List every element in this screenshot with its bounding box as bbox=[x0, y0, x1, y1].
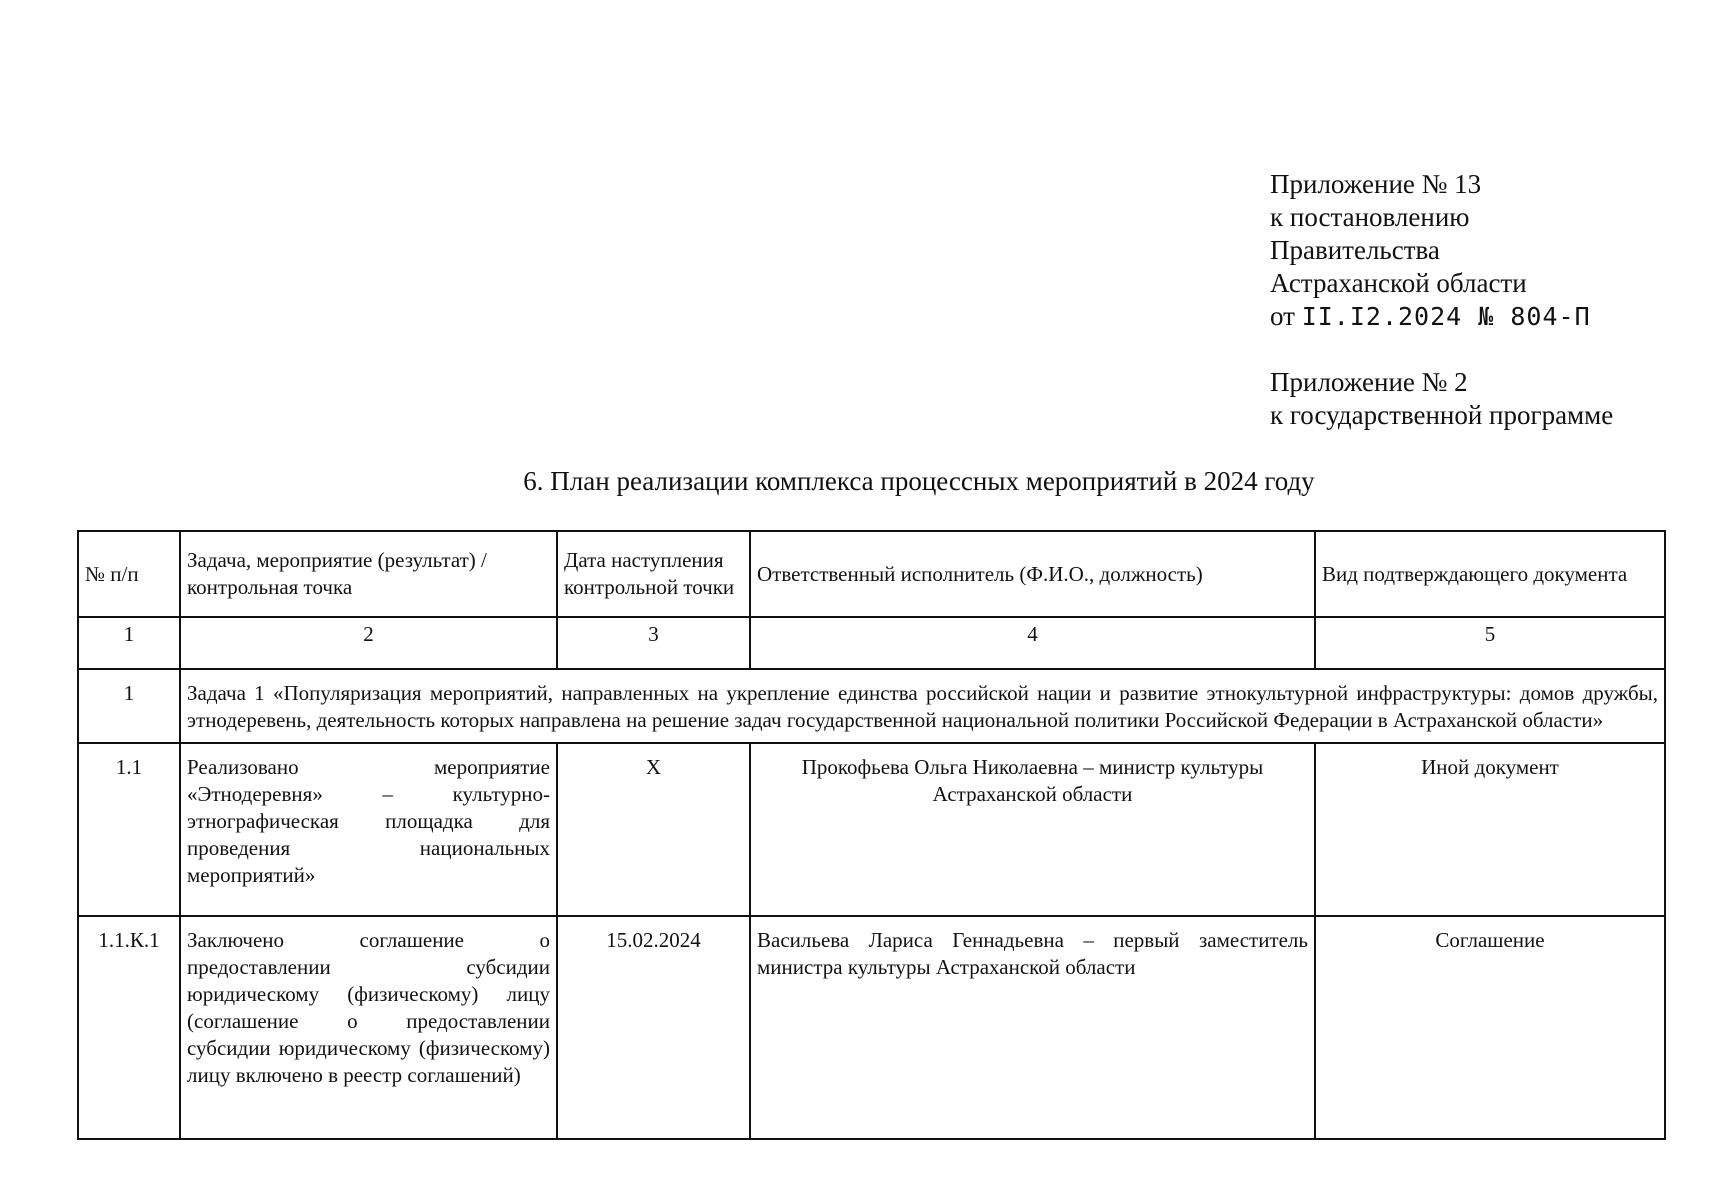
appendix-2-title: Приложение № 2 bbox=[1270, 367, 1468, 397]
appendix-header bbox=[1270, 168, 1613, 432]
appendix-13-line: Астраханской области bbox=[1270, 268, 1527, 298]
column-number: 5 bbox=[1315, 617, 1665, 669]
row-date: 15.02.2024 bbox=[557, 916, 750, 1139]
document-title: 6. План реализации комплекса процессных мероприятий в 2024 году bbox=[523, 466, 1315, 496]
row-responsible: Прокофьева Ольга Николаевна – министр культуры Астраханской области bbox=[750, 743, 1315, 916]
plan-table bbox=[77, 530, 1666, 1140]
appendix-13-title: Приложение № 13 bbox=[1270, 169, 1482, 199]
row-event: Реализовано мероприятие «Этнодеревня» – культурно-этнографическая площадка для проведения национальных мероприятий» bbox=[180, 743, 557, 916]
row-responsible: Васильева Лариса Геннадьевна – первый заместитель министра культуры Астраханской области bbox=[750, 916, 1315, 1139]
header-cell-date: Дата наступления контрольной точки bbox=[557, 531, 750, 617]
column-numbers-row bbox=[78, 617, 1665, 669]
column-number: 3 bbox=[557, 617, 750, 669]
row-document: Соглашение bbox=[1315, 916, 1665, 1139]
column-number: 4 bbox=[750, 617, 1315, 669]
task-number: 1 bbox=[78, 669, 180, 743]
spacer bbox=[1270, 333, 1613, 366]
date-prefix: от bbox=[1270, 301, 1295, 331]
header-cell-number: № п/п bbox=[78, 531, 180, 617]
appendix-2-line: к государственной программе bbox=[1270, 400, 1614, 430]
resolution-date-number: II.I2.2024 № 804-П bbox=[1301, 302, 1591, 331]
header-cell-event: Задача, мероприятие (результат) / контрольная точка bbox=[180, 531, 557, 617]
appendix-13-date bbox=[1270, 300, 1613, 333]
row-number: 1.1.К.1 bbox=[78, 916, 180, 1139]
appendix-13-line: к постановлению bbox=[1270, 202, 1470, 232]
task-row bbox=[78, 669, 1665, 743]
appendix-13-line: Правительства bbox=[1270, 235, 1440, 265]
row-number: 1.1 bbox=[78, 743, 180, 916]
column-number: 1 bbox=[78, 617, 180, 669]
table-row bbox=[78, 916, 1665, 1139]
table-header-row bbox=[78, 531, 1665, 617]
task-text: Задача 1 «Популяризация мероприятий, направленных на укрепление единства российской нации и развитие этнокультурной инфраструктуры: домов дружбы, этнодеревень, деятельность которых направлена на решение задач государственной национальной политики Российской Федерации в Астраханской области» bbox=[180, 669, 1665, 743]
header-cell-document: Вид подтверждающего документа bbox=[1315, 531, 1665, 617]
column-number: 2 bbox=[180, 617, 557, 669]
row-event: Заключено соглашение о предоставлении субсидии юридическому (физическому) лицу (соглашение о предоставлении субсидии юридическому (физическому) лицу включено в реестр соглашений) bbox=[180, 916, 557, 1139]
header-cell-responsible: Ответственный исполнитель (Ф.И.О., должность) bbox=[750, 531, 1315, 617]
row-document: Иной документ bbox=[1315, 743, 1665, 916]
table-row bbox=[78, 743, 1665, 916]
row-date: X bbox=[557, 743, 750, 916]
